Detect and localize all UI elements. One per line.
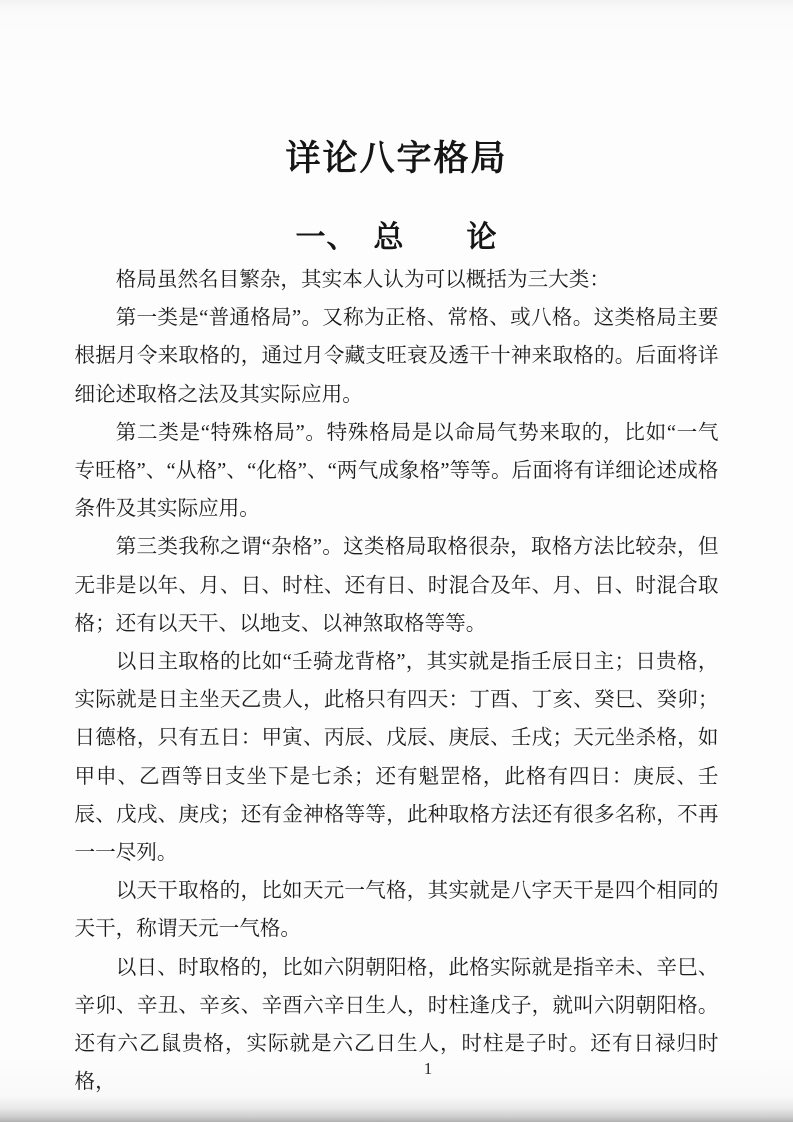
section-heading: 一、 总 论 [295, 221, 498, 254]
paragraph: 第二类是“特殊格局”。特殊格局是以命局气势来取的，比如“一气专旺格”、“从格”、“化格”、“两气成象格”等等。后面将有详细论述成格条件及其实际应用。 [74, 421, 719, 521]
document-body [75, 261, 719, 1101]
paragraph: 第一类是“普通格局”。又称为正格、常格、或八格。这类格局主要根据月令来取格的，通过月令藏支旺衰及透干十神来取格的。后面将详细论述取格之法及其实际应用。 [74, 307, 719, 406]
document-title: 详论八字格局 [285, 139, 508, 178]
paragraph: 以日主取格的比如“壬骑龙背格”，其实就是指壬辰日主；日贵格，实际就是日主坐天乙贵人，此格只有四天：丁酉、丁亥、癸巳、癸卯；日德格，只有五日：甲寅、丙辰、戊辰、庚辰、壬戌；天元坐杀格，如甲申、乙酉等日支坐下是七杀；还有魁罡格，此格有四日：庚辰、壬辰、戊戌、庚戌；还有金神格等等，此种取格方法还有很多名称，不再一一尽列。 [74, 651, 719, 865]
paragraph: 以天干取格的，比如天元一气格，其实就是八字天干是四个相同的天干，称谓天元一气格。 [74, 880, 719, 941]
paragraph: 第三类我称之谓“杂格”。这类格局取格很杂，取格方法比较杂，但无非是以年、月、日、时柱、还有日、时混合及年、月、日、时混合取格；还有以天干、以地支、以神煞取格等等。 [74, 536, 719, 635]
page-number: 1 [423, 1059, 433, 1078]
paragraph: 格局虽然名目繁杂，其实本人认为可以概括为三大类： [115, 269, 610, 291]
paragraph: 以日、时取格的，比如六阴朝阳格，此格实际就是指辛未、辛巳、辛卯、辛丑、辛亥、辛酉六辛日生人，时柱逢戊子，就叫六阴朝阳格。还有六乙鼠贵格，实际就是六乙日生人，时柱是子时。还有日禄归时格， [74, 956, 719, 1094]
